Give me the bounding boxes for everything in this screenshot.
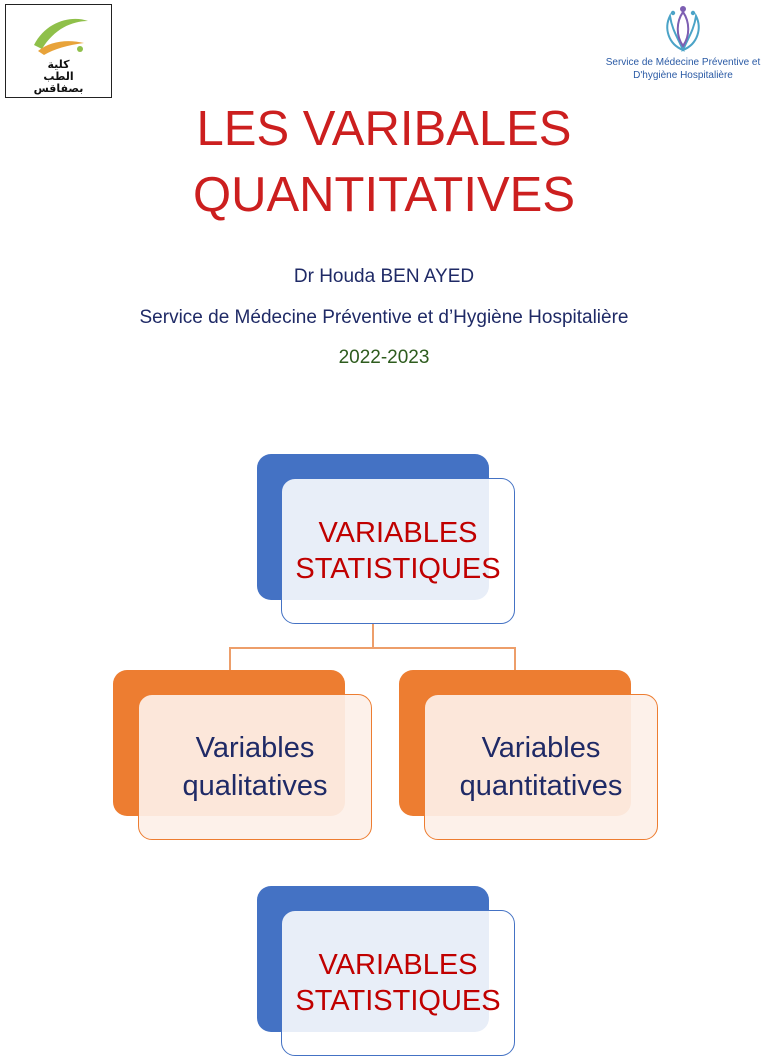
connector-right-drop	[514, 647, 516, 671]
connector-horizontal	[229, 647, 515, 649]
leaf-swoosh-icon	[28, 11, 92, 55]
connector-vertical-top	[372, 624, 374, 648]
logo-arabic-line-1: كلية	[47, 59, 70, 71]
right-box-line-1: Variables	[481, 732, 601, 764]
service-name: Service de Médecine Préventive et d’Hygiène Hospitalière	[139, 307, 629, 328]
top-box-line-1: VARIABLES	[318, 517, 478, 549]
lotus-icon	[656, 4, 710, 54]
right-box	[424, 694, 658, 840]
bottom-box-line-1: VARIABLES	[318, 949, 478, 981]
service-logo	[600, 4, 766, 92]
logo-arabic-line-3: بصفاقس	[33, 83, 84, 95]
bottom-box-line-2: STATISTIQUES	[295, 985, 501, 1017]
academic-year: 2022-2023	[338, 347, 430, 368]
right-box-line-2: quantitatives	[459, 770, 623, 802]
left-box	[138, 694, 372, 840]
bottom-box	[281, 910, 515, 1056]
faculty-logo	[5, 4, 112, 98]
top-box-line-2: STATISTIQUES	[295, 553, 501, 585]
connector-left-drop	[229, 647, 231, 671]
logo-arabic-line-2: الطب	[43, 71, 74, 83]
left-box-line-2: qualitatives	[182, 770, 328, 802]
title-line-2: QUANTITATIVES	[192, 168, 576, 222]
service-logo-text-2: D'hygiène Hospitalière	[633, 70, 733, 81]
service-logo-text-1: Service de Médecine Préventive et	[605, 57, 761, 68]
left-box-line-1: Variables	[195, 732, 315, 764]
top-box	[281, 478, 515, 624]
author-name: Dr Houda BEN AYED	[293, 266, 475, 287]
title-line-1: LES VARIBALES	[196, 102, 572, 156]
